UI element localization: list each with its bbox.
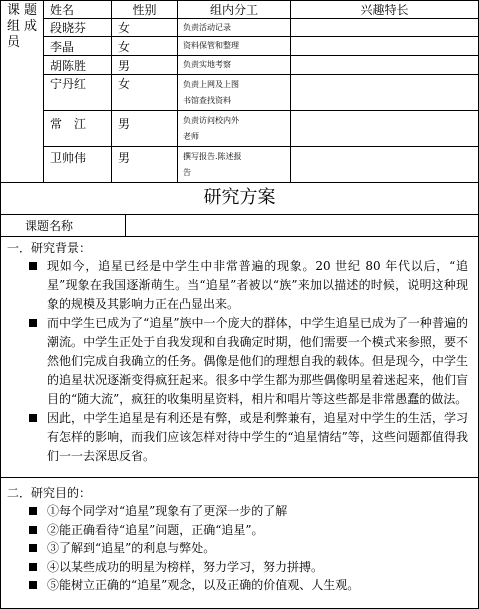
member-name: 李晶 [44, 37, 112, 56]
team-label [1, 3, 43, 51]
background-title: 一．研究背景： [7, 241, 92, 255]
member-name: 常 江 [44, 111, 112, 147]
header-name: 姓名 [44, 1, 112, 19]
member-hobby [291, 111, 479, 147]
member-hobby [291, 37, 479, 56]
team-label-char: 题 [24, 3, 38, 18]
member-duty-line: 告 [183, 167, 191, 177]
header-hobby: 兴趣特长 [291, 1, 479, 19]
member-hobby [291, 19, 479, 37]
purpose-section [0, 478, 479, 609]
header-duty: 组内分工 [178, 1, 291, 19]
square-bullet-icon [29, 581, 37, 589]
member-gender: 女 [112, 37, 178, 56]
member-duty: 负责实地考察 [178, 56, 291, 75]
square-bullet-icon [29, 544, 37, 552]
team-label-char: 成 [24, 19, 38, 34]
purpose-item [1, 558, 478, 577]
member-gender: 男 [112, 147, 178, 183]
background-paragraph-text: 而中学生已成为了“追星”族中一个庞大的群体，中学生追星已成为了一种普遍的潮流。中学生正处于自我发现和自我确定时期，他们需要一个模式来参照，要不然他们完成自我确立的任务。偶像是他们的理想自我的载体。但是现今，中学生的追星状况逐渐变得疯狂起来。很多中学生都为那些偶像明星着迷起来，他们盲目的“随大流”，疯狂的收集明星资料，相片和唱片等这些都是非常愚蠢的做法。 [47, 316, 468, 406]
purpose-item-text: ①每个同学对“追星”现象有了更深一步的了解 [47, 504, 288, 518]
purpose-item [1, 539, 478, 558]
purpose-item-text: ④以某些成功的明星为榜样，努力学习，努力拼搏。 [47, 559, 324, 574]
square-bullet-icon [29, 414, 37, 422]
topic-label: 课题名称 [1, 215, 126, 237]
member-row [1, 147, 479, 183]
topic-row [1, 215, 479, 237]
member-hobby [291, 147, 479, 183]
background-paragraph-text: 因此，中学生追星是有利还是有弊，或是利弊兼有，追星对中学生的生活，学习有怎样的影响，而我们应该怎样对待中学生的“追星情结”等，这些问题都值得我们一一去深思反省。 [47, 411, 468, 463]
team-label-cell [1, 1, 44, 183]
member-row [1, 75, 479, 111]
member-name: 宁丹红 [44, 75, 112, 111]
square-bullet-icon [29, 262, 37, 270]
member-row [1, 56, 479, 75]
background-section [0, 236, 479, 478]
member-duty-line: 书馆查找资料 [183, 95, 231, 105]
purpose-item [1, 576, 478, 595]
member-row [1, 37, 479, 56]
square-bullet-icon [29, 507, 37, 515]
member-name: 胡陈胜 [44, 56, 112, 75]
member-duty: 资料保管和整理 [178, 37, 291, 56]
header-gender: 性别 [112, 1, 178, 19]
topic-table [0, 214, 479, 237]
member-row [1, 111, 479, 147]
plan-title: 研究方案 [0, 181, 479, 214]
topic-value [126, 215, 479, 237]
member-name: 段晓芬 [44, 19, 112, 37]
member-duty-line: 撰写报告.陈述报 [183, 151, 242, 161]
member-duty-line: 老师 [183, 131, 199, 141]
team-header-row [1, 1, 479, 19]
member-gender: 男 [112, 111, 178, 147]
square-bullet-icon [29, 319, 37, 327]
purpose-item [1, 521, 478, 540]
member-duty: 负责活动记录 [178, 19, 291, 37]
purpose-item [1, 502, 478, 521]
team-label-char: 员 [6, 35, 20, 50]
member-gender: 男 [112, 56, 178, 75]
member-gender: 女 [112, 75, 178, 111]
member-duty-line: 负责上网及上图 [183, 79, 239, 89]
team-label-char: 课 [6, 3, 20, 18]
background-paragraph-text: 现如今，追星已经是中学生中非常普遍的现象。20 世纪 80 年代以后，“追星”现象在我国逐渐萌生。当“追星”者被以“族”来加以描述的时候，说明这种现象的规模及其影响力正在凸显出来。 [47, 259, 468, 311]
background-paragraph [1, 314, 478, 409]
team-label-col-1 [7, 3, 20, 51]
purpose-title: 二．研究目的： [7, 486, 92, 500]
team-table [0, 0, 479, 183]
member-row [1, 19, 479, 37]
member-name: 卫帅伟 [44, 147, 112, 183]
team-label-col-2 [24, 3, 37, 51]
member-hobby [291, 75, 479, 111]
background-paragraph [1, 257, 478, 314]
member-gender: 女 [112, 19, 178, 37]
member-duty [178, 147, 291, 183]
square-bullet-icon [29, 526, 37, 534]
purpose-item-text: ②能正确看待“追星”问题，正确“追星”。 [47, 522, 264, 537]
team-label-char: 组 [6, 19, 20, 34]
purpose-item-text: ③了解到“追星”的利息与弊处。 [47, 541, 216, 555]
member-duty-line: 负责访问校内外 [183, 115, 239, 125]
member-duty [178, 111, 291, 147]
purpose-item-text: ⑤能树立正确的“追星”观念，以及正确的价值观、人生观。 [47, 578, 360, 592]
member-duty [178, 75, 291, 111]
square-bullet-icon [29, 563, 37, 571]
background-paragraph [1, 409, 478, 466]
member-hobby [291, 56, 479, 75]
